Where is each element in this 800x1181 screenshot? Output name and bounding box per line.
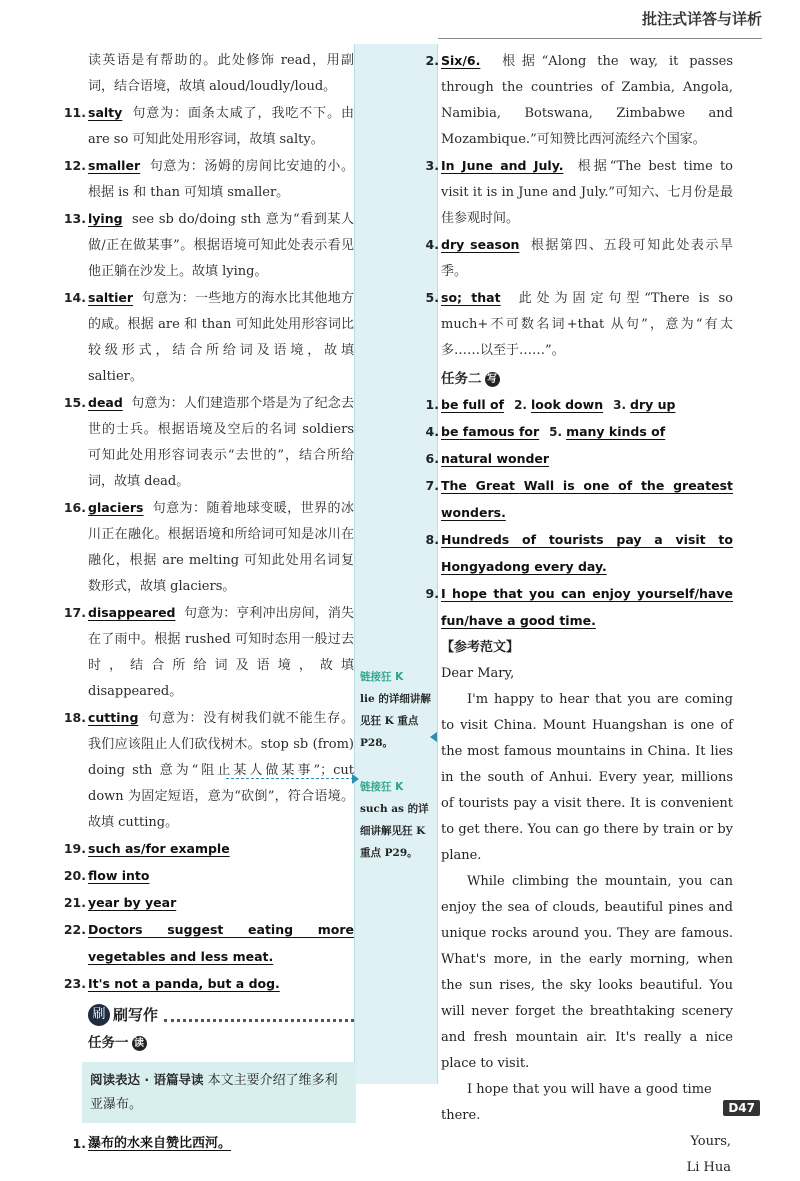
task2-inline-answers	[425, 392, 733, 446]
answer-text: flow into	[88, 868, 150, 883]
task1-answer-1	[72, 1131, 354, 1157]
note-text: such as 的详细讲解见狂 K 重点 P29。	[360, 803, 429, 859]
left-column	[63, 48, 354, 1157]
answer-item	[425, 581, 733, 635]
answer-item	[63, 705, 354, 836]
letter-paragraph-1: I'm happy to hear that you are coming to visit China. Mount Huangshan is one of the most famous mountains in China. It lies in the south of Anhui. Every year, millions of tourists pay a visit there. It is convenient to get there. You can go there by train or by plane.	[441, 692, 733, 863]
task2-line	[425, 392, 733, 419]
item-number: 6.	[425, 451, 439, 466]
explanation-text: 根据第四、五段可知此处表示旱季。	[441, 238, 733, 279]
item-number: 4.	[425, 237, 439, 252]
header-divider	[438, 38, 762, 39]
answer-text: cutting	[88, 710, 139, 725]
note-title: 链接狂 K	[360, 671, 404, 683]
item-number: 13.	[63, 211, 86, 226]
answer-text: disappeared	[88, 605, 176, 620]
answer-text: glaciers	[88, 500, 144, 515]
item-number: 23.	[63, 976, 86, 991]
explanation-text: 此处为固定句型“There is so much+不可数名词+that 从句”，意为“有太多……以至于……”。	[441, 291, 734, 358]
item-number: 2.	[425, 53, 439, 68]
answer-text: Hundreds of tourists pay a visit to Hongyadong every day.	[441, 532, 733, 574]
intro-text: 读英语是有帮助的。此处修饰 read，用副词，结合语境，故填 aloud/loudly/loud。	[88, 53, 354, 94]
answer-text: It's not a panda, but a dog.	[88, 976, 280, 991]
answer-item	[63, 917, 354, 971]
item-number: 15.	[63, 395, 86, 410]
item-number: 17.	[63, 605, 86, 620]
item-number: 9.	[425, 586, 439, 601]
right-column	[425, 48, 734, 1181]
item-number: 1.	[72, 1136, 86, 1151]
answer-item	[425, 153, 733, 232]
answer-text: I hope that you can enjoy yourself/have fun/have a good time.	[441, 586, 733, 628]
item-number: 8.	[425, 532, 439, 547]
answer-text: The Great Wall is one of the greatest wonders.	[441, 478, 733, 520]
answer-item	[425, 232, 733, 285]
dashed-connector	[226, 778, 354, 779]
answer-text: salty	[88, 105, 123, 120]
item-number: 21.	[63, 895, 86, 910]
item-number: 14.	[63, 290, 86, 305]
item-number: 3.	[613, 398, 627, 412]
explanation-text: 句意为：亨利冲出房间，消失在了雨中。根据 rushed 可知时态用一般过去时，结合所给词及语境，故填 disappeared。	[88, 606, 354, 699]
right-answer-list	[425, 48, 734, 364]
letter-paragraph-2: While climbing the mountain, you can enjoy the sea of clouds, beautiful pines and unique rocks around you. They are famous. What's more, in the early morning, when the sun rises, the sky looks beautiful. You will never forget the breathtaking scenery and fresh mountain air. It's really a nice place to visit.	[441, 874, 733, 1071]
answer-text: lying	[88, 211, 123, 226]
link-note-lie[interactable]	[360, 666, 434, 754]
answer-item	[425, 446, 733, 473]
task1-label: 任务一	[88, 1035, 129, 1051]
answer-text: be full of	[441, 397, 505, 412]
explanation-text: 句意为：人们建造那个塔是为了纪念去世的士兵。根据语境及空后的名词 soldiers 可知此处用形容词表示“去世的”，结合所给词，故填 dead。	[88, 396, 354, 489]
answer-text: many kinds of	[566, 424, 666, 439]
letter-signature: Li Hua	[686, 1160, 731, 1175]
reading-guide-box	[82, 1062, 356, 1123]
item-number: 5.	[425, 290, 439, 305]
answer-text: look down	[530, 397, 604, 412]
task2-heading	[441, 366, 733, 392]
answer-text: dry up	[630, 397, 676, 412]
item-number: 3.	[425, 158, 439, 173]
note-title: 链接狂 K	[360, 781, 404, 793]
item-number: 11.	[63, 105, 86, 120]
pen-icon: 刷	[88, 1004, 110, 1026]
answer-item	[63, 971, 354, 998]
answer-item	[63, 890, 354, 917]
explanation-text: 句意为：没有树我们就不能生存。我们应该阻止人们砍伐树木。stop sb (from) doing sth 意为“阻止某人做某事”；cut down 为固定短语，意为“砍倒”，符合语境。故填 cutting。	[88, 711, 354, 830]
answer-item	[63, 495, 354, 600]
header-title: 批注式详答与详析	[641, 10, 762, 28]
dotted-divider	[164, 1009, 354, 1022]
answer-text: dry season	[441, 237, 520, 252]
task1-badge: 读	[132, 1036, 147, 1051]
note-text: lie 的详细讲解见狂 K 重点 P28。	[360, 693, 431, 749]
writing-section-title: 刷写作	[113, 1006, 159, 1024]
task2-line	[425, 419, 733, 446]
answer-item	[425, 473, 733, 527]
page-number: D47	[723, 1100, 760, 1116]
answer-item	[425, 285, 734, 364]
item-number: 5.	[549, 425, 563, 439]
letter-paragraph-3: I hope that you will have a good time there.	[441, 1082, 712, 1123]
annotation-strip	[354, 44, 438, 1084]
item-number: 1.	[425, 397, 439, 412]
task2-answer-list	[425, 446, 733, 635]
answer-text: dead	[88, 395, 123, 410]
task1-heading	[88, 1030, 354, 1056]
item-number: 7.	[425, 478, 439, 493]
sample-letter	[441, 661, 733, 1181]
guide-text: 本文主要介绍了维多利亚瀑布。	[90, 1073, 338, 1112]
item-number: 22.	[63, 922, 86, 937]
explanation-text: 根据“The best time to visit it is in June and July.”可知六、七月份是最佳参观时间。	[441, 159, 733, 226]
answer-item	[63, 285, 354, 390]
letter-greeting: Dear Mary,	[441, 666, 515, 681]
answer-text: so; that	[441, 290, 501, 305]
item-number: 20.	[63, 868, 86, 883]
answer-text: natural wonder	[441, 451, 550, 466]
item-number: 19.	[63, 841, 86, 856]
answer-item	[425, 48, 734, 153]
left-answer-list	[63, 100, 354, 998]
answer-item	[63, 600, 354, 705]
answer-item	[63, 100, 354, 153]
answer-text: saltier	[88, 290, 134, 305]
writing-section-header	[88, 1002, 354, 1028]
answer-text: Six/6.	[441, 53, 481, 68]
task2-label: 任务二	[441, 371, 482, 387]
arrow-left-icon	[430, 732, 437, 742]
explanation-text: 句意为：面条太咸了，我吃不下。由 are so 可知此处用形容词，故填 salty。	[88, 106, 354, 147]
answer-text: Doctors suggest eating more vegetables and less meat.	[88, 922, 354, 964]
explanation-text: 根据“Along the way, it passes through the countries of Zambia, Angola, Namibia, Botswana, Zimbabwe and Mozambique.”可知赞比西河流经六个国家。	[441, 54, 734, 147]
answer-text: 瀑布的水来自赞比西河。	[88, 1136, 232, 1151]
item-number: 12.	[63, 158, 86, 173]
answer-item	[425, 527, 733, 581]
answer-item	[63, 153, 354, 206]
task2-badge: 写	[485, 372, 500, 387]
letter-closing: Yours,	[690, 1134, 731, 1149]
guide-label: 阅读表达 · 语篇导读	[90, 1072, 204, 1087]
explanation-text: 句意为：随着地球变暖，世界的冰川正在融化。根据语境和所给词可知是冰川在融化，根据 are melting 可知此处用名词复数形式，故填 glaciers。	[88, 501, 354, 594]
sample-label: 【参考范文】	[441, 640, 520, 655]
answer-text: be famous for	[441, 424, 540, 439]
answer-text: In June and July.	[441, 158, 564, 173]
answer-item	[63, 836, 354, 863]
item-number: 4.	[425, 424, 439, 439]
answer-item	[63, 863, 354, 890]
answer-item	[63, 206, 354, 285]
item-number: 16.	[63, 500, 86, 515]
explanation-text: 句意为：汤姆的房间比安迪的小。根据 is 和 than 可知填 smaller。	[88, 159, 354, 200]
answer-text: year by year	[88, 895, 177, 910]
explanation-text: 句意为：一些地方的海水比其他地方的咸。根据 are 和 than 可知此处用形容词比较级形式，结合所给词及语境，故填 saltier。	[88, 291, 354, 384]
item-number: 18.	[63, 710, 86, 725]
item-number: 2.	[514, 398, 527, 412]
answer-item	[63, 390, 354, 495]
answer-text: such as/for example	[88, 841, 230, 856]
explanation-text: see sb do/doing sth 意为“看到某人做/正在做某事”。根据语境可知此处表示看见他正躺在沙发上。故填 lying。	[88, 212, 354, 279]
arrow-right-icon	[352, 774, 359, 784]
link-note-such-as[interactable]	[360, 776, 434, 864]
answer-text: smaller	[88, 158, 141, 173]
